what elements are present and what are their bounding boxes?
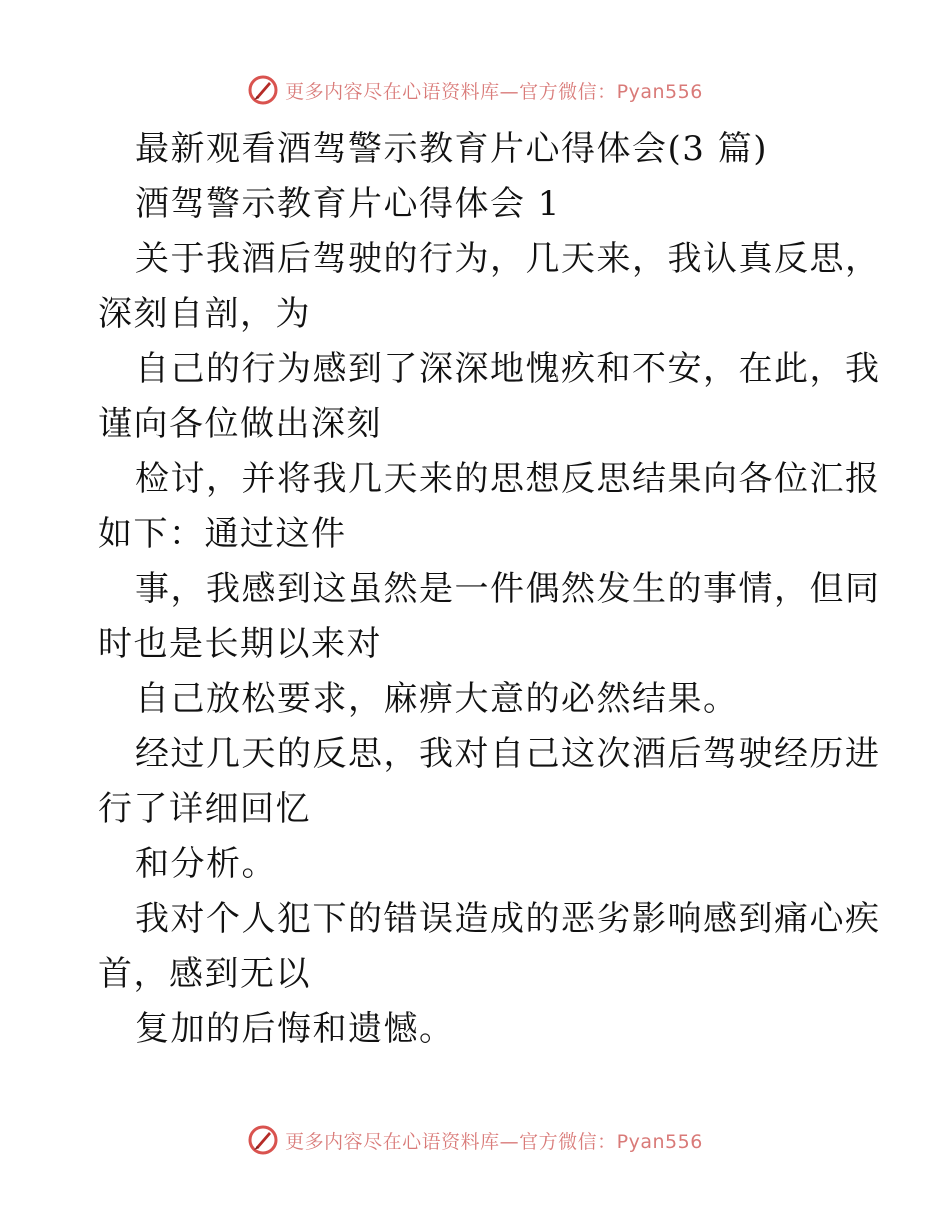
paragraph-line: 首，感到无以: [98, 954, 311, 994]
paragraph-line: 如下：通过这件: [98, 514, 347, 554]
paragraph-line: 关于我酒后驾驶的行为，几天来，我认真反思，: [135, 239, 881, 279]
paragraph-line: 我对个人犯下的错误造成的恶劣影响感到痛心疾: [135, 899, 881, 939]
paragraph-line: 事，我感到这虽然是一件偶然发生的事情，但同: [135, 569, 881, 609]
paragraph-line: 谨向各位做出深刻: [98, 404, 382, 444]
header-banner: [0, 70, 950, 110]
footer-banner: [0, 1120, 950, 1160]
paragraph-line: 行了详细回忆: [98, 789, 311, 829]
paragraph-line: 和分析。: [135, 844, 277, 884]
paragraph-line: 时也是长期以来对: [98, 624, 382, 664]
document-body: [98, 122, 881, 1057]
paragraph-line: 自己放松要求，麻痹大意的必然结果。: [135, 679, 739, 719]
paragraph-line: 深刻自剖，为: [98, 294, 311, 334]
quill-logo-icon: [247, 1124, 279, 1156]
paragraph-line: 经过几天的反思，我对自己这次酒后驾驶经历进: [135, 734, 881, 774]
footer-banner-text: 更多内容尽在心语资料库—官方微信：Pyan556: [285, 1130, 703, 1153]
header-banner-text: 更多内容尽在心语资料库—官方微信：Pyan556: [285, 80, 703, 103]
quill-logo-icon: [247, 74, 279, 106]
section-heading: 酒驾警示教育片心得体会 1: [135, 184, 561, 224]
paragraph-line: 复加的后悔和遗憾。: [135, 1009, 455, 1049]
paragraph-line: 自己的行为感到了深深地愧疚和不安，在此，我: [135, 349, 881, 389]
document-title: 最新观看酒驾警示教育片心得体会(3 篇): [135, 129, 768, 169]
paragraph-line: 检讨，并将我几天来的思想反思结果向各位汇报: [135, 459, 881, 499]
